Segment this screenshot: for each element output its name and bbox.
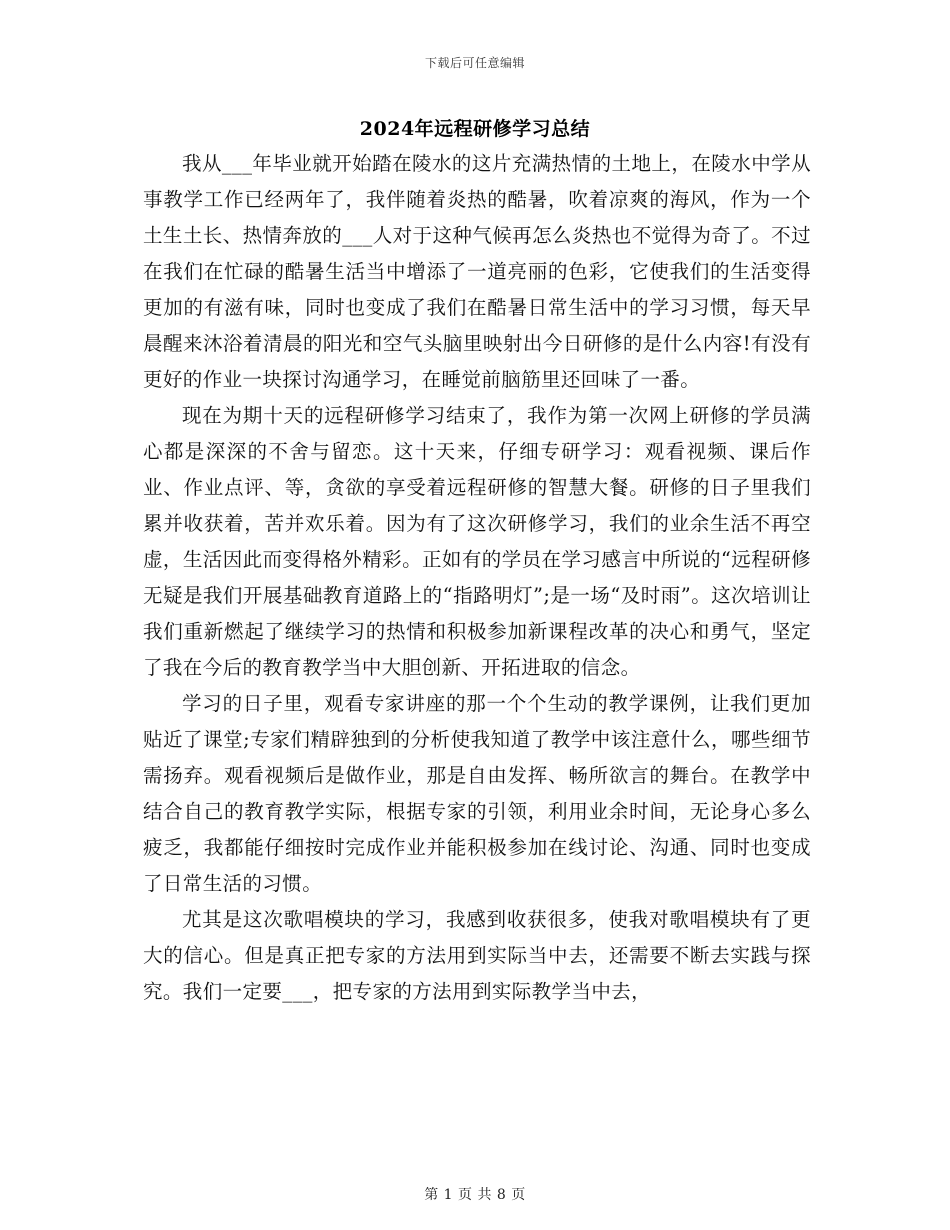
page-header-note: 下载后可任意编辑: [424, 56, 525, 70]
document-title: 2024年远程研修学习总结: [359, 118, 591, 140]
document-body: [143, 146, 811, 1010]
paragraph-2: 现在为期十天的远程研修学习结束了，我作为第一次网上研修的学员满心都是深深的不舍与留恋。这十天来，仔细专研学习：观看视频、课后作业、作业点评、等，贪欲的享受着远程研修的智慧大餐。研修的日子里我们累并收获着，苦并欢乐着。因为有了这次研修学习，我们的业余生活不再空虚，生活因此而变得格外精彩。正如有的学员在学习感言中所说的“远程研修无疑是我们开展基础教育道路上的“指路明灯”;是一场“及时雨”。这次培训让我们重新燃起了继续学习的热情和积极参加新课程改革的决心和勇气，坚定了我在今后的教育教学当中大胆创新、开拓进取的信念。: [143, 404, 811, 679]
paragraph-1: 我从___年毕业就开始踏在陵水的这片充满热情的土地上，在陵水中学从事教学工作已经两年了，我伴随着炎热的酷暑，吹着凉爽的海风，作为一个土生土长、热情奔放的___人对于这种气候再怎么炎热也不觉得为奇了。不过在我们在忙碌的酷暑生活当中增添了一道亮丽的色彩，它使我们的生活变得更加的有滋有味，同时也变成了我们在酷暑日常生活中的学习习惯，每天早晨醒来沐浴着清晨的阳光和空气头脑里映射出今日研修的是什么内容!有没有更好的作业一块探讨沟通学习，在睡觉前脑筋里还回味了一番。: [143, 152, 811, 391]
paragraph-4: 尤其是这次歌唱模块的学习，我感到收获很多，使我对歌唱模块有了更大的信心。但是真正把专家的方法用到实际当中去，还需要不断去实践与探究。我们一定要___，把专家的方法用到实际教学当中去，: [143, 908, 811, 1003]
page-number-footer: 第 1 页 共 8 页: [424, 1187, 526, 1203]
paragraph-3: 学习的日子里，观看专家讲座的那一个个生动的教学课例，让我们更加贴近了课堂;专家们精辟独到的分析使我知道了教学中该注意什么，哪些细节需扬弃。观看视频后是做作业，那是自由发挥、畅所欲言的舞台。在教学中结合自己的教育教学实际，根据专家的引领，利用业余时间，无论身心多么疲乏，我都能仔细按时完成作业并能积极参加在线讨论、沟通、同时也变成了日常生活的习惯。: [143, 692, 811, 895]
